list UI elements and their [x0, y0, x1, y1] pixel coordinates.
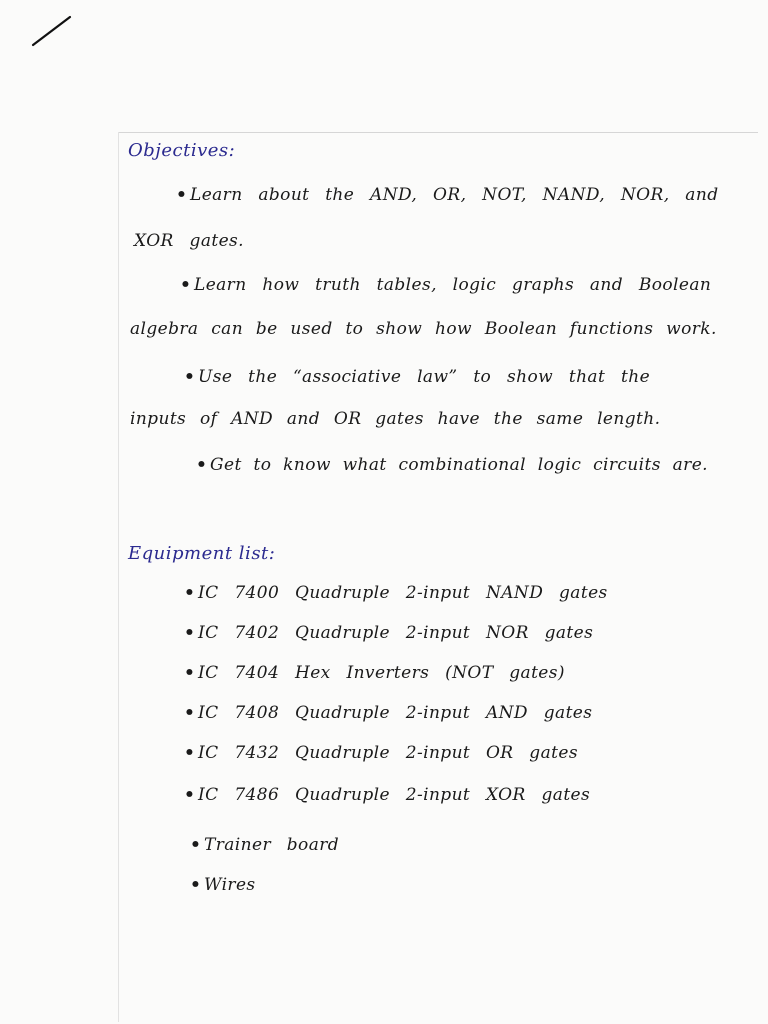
equipment-item: • IC 7402 Quadruple 2-input NOR gates — [184, 623, 594, 643]
top-rule-line — [118, 132, 758, 133]
bullet: • — [184, 367, 196, 387]
objective-2-line-2: algebra can be used to show how Boolean functions work. — [130, 319, 717, 339]
bullet: • — [196, 455, 208, 475]
objective-1-line-1: • Learn about the AND, OR, NOT, NAND, NOR, and — [176, 185, 719, 205]
equipment-item: • Wires — [190, 875, 256, 895]
pen-stroke-mark — [30, 14, 74, 48]
objective-3-line-2: inputs of AND and OR gates have the same length. — [130, 409, 661, 429]
objective-1-line-2: XOR gates. — [134, 231, 244, 251]
bullet: • — [180, 275, 192, 295]
objective-3-line-1: • Use the “associative law” to show that the — [184, 367, 651, 387]
objective-2-line-1: • Learn how truth tables, logic graphs and Boolean — [180, 275, 712, 295]
bullet: • — [176, 185, 188, 205]
equipment-item: • IC 7404 Hex Inverters (NOT gates) — [184, 663, 565, 683]
equipment-heading: Equipment list: — [128, 543, 276, 564]
equipment-item: • IC 7486 Quadruple 2-input XOR gates — [184, 785, 591, 805]
objectives-heading: Objectives: — [128, 140, 236, 161]
equipment-item: • Trainer board — [190, 835, 340, 855]
margin-line — [118, 132, 119, 1022]
equipment-item: • IC 7400 Quadruple 2-input NAND gates — [184, 583, 608, 603]
objective-4-line-1: • Get to know what combinational logic circuits are. — [196, 455, 708, 475]
equipment-item: • IC 7432 Quadruple 2-input OR gates — [184, 743, 578, 763]
equipment-item: • IC 7408 Quadruple 2-input AND gates — [184, 703, 593, 723]
